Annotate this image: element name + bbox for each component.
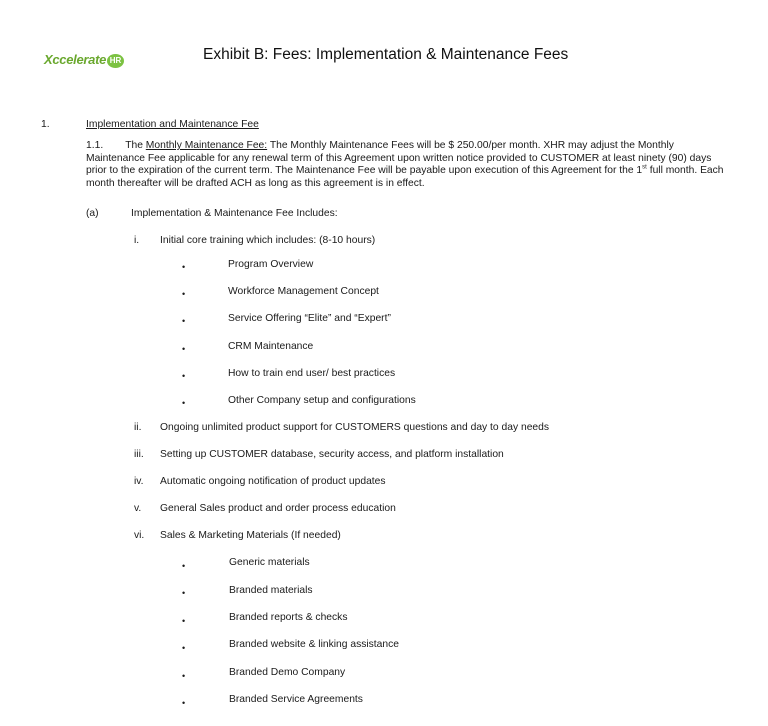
marketing-bullet: Branded reports & checks bbox=[229, 612, 348, 623]
training-bullet: CRM Maintenance bbox=[228, 341, 314, 352]
item-text: General Sales product and order process education bbox=[160, 503, 396, 514]
bullet-icon: • bbox=[182, 698, 186, 708]
bullet-icon: • bbox=[182, 289, 186, 299]
clause-paragraph bbox=[86, 140, 726, 190]
bullet-icon: • bbox=[182, 398, 186, 408]
marketing-bullet: Generic materials bbox=[229, 557, 310, 568]
bullet-icon: • bbox=[182, 344, 186, 354]
logo-text: Xccelerate bbox=[44, 52, 107, 67]
training-bullet: Service Offering “Elite” and “Expert” bbox=[228, 313, 391, 324]
item-numeral: vi. bbox=[134, 530, 145, 541]
item-numeral: i. bbox=[134, 235, 140, 246]
item-numeral: ii. bbox=[134, 422, 142, 433]
bullet-icon: • bbox=[182, 371, 186, 381]
bullet-icon: • bbox=[182, 671, 186, 681]
xccelerate-logo bbox=[44, 51, 128, 73]
clause-body-2: full month. Each month thereafter will be drafted ACH as long as this agreement is in effect. bbox=[86, 165, 724, 189]
bullet-icon: • bbox=[182, 316, 186, 326]
training-bullet: Workforce Management Concept bbox=[228, 286, 379, 297]
marketing-bullet: Branded materials bbox=[229, 585, 313, 596]
item-text: Sales & Marketing Materials (If needed) bbox=[160, 530, 341, 541]
clause-body-1: The Monthly Maintenance Fees will be $ 250.00/per month. XHR may adjust the Monthly Maintenance Fee applicable for any renewal term of this Agreement upon written notice provided to CUSTOMER at least ninety (90) days prior to the expiration of the current term. The Maintenance Fee will be payable upon execution of this Agreement for the 1 bbox=[86, 140, 712, 177]
clause-term: Monthly Maintenance Fee: bbox=[145, 140, 268, 151]
subsection-label: (a) bbox=[86, 208, 99, 219]
bullet-icon: • bbox=[182, 588, 186, 598]
training-bullet: How to train end user/ best practices bbox=[228, 368, 396, 379]
bullet-icon: • bbox=[182, 643, 186, 653]
page-title: Exhibit B: Fees: Implementation & Maintenance Fees bbox=[203, 46, 569, 63]
subsection-heading: Implementation & Maintenance Fee Includes: bbox=[131, 208, 338, 219]
item-text: Initial core training which includes: (8-10 hours) bbox=[160, 235, 376, 246]
marketing-bullet: Branded Demo Company bbox=[229, 667, 346, 678]
bullet-icon: • bbox=[182, 616, 186, 626]
clause-prefix: The bbox=[125, 140, 146, 151]
item-text: Setting up CUSTOMER database, security access, and platform installation bbox=[160, 449, 504, 460]
marketing-bullet: Branded website & linking assistance bbox=[229, 639, 399, 650]
item-text: Automatic ongoing notification of product updates bbox=[160, 476, 386, 487]
bullet-icon: • bbox=[182, 561, 186, 571]
clause-number: 1.1. bbox=[86, 140, 104, 151]
training-bullet: Program Overview bbox=[228, 259, 314, 270]
section-heading: Implementation and Maintenance Fee bbox=[86, 119, 259, 130]
bullet-icon: • bbox=[182, 262, 186, 272]
item-numeral: iii. bbox=[134, 449, 144, 460]
marketing-bullet: Branded Service Agreements bbox=[229, 694, 363, 705]
item-numeral: iv. bbox=[134, 476, 144, 487]
training-bullet: Other Company setup and configurations bbox=[228, 395, 416, 406]
logo-badge: HR bbox=[107, 54, 124, 68]
item-text: Ongoing unlimited product support for CUSTOMERS questions and day to day needs bbox=[160, 422, 550, 433]
clause-superscript: st bbox=[642, 164, 647, 171]
item-numeral: v. bbox=[134, 503, 142, 514]
section-number: 1. bbox=[41, 119, 50, 130]
